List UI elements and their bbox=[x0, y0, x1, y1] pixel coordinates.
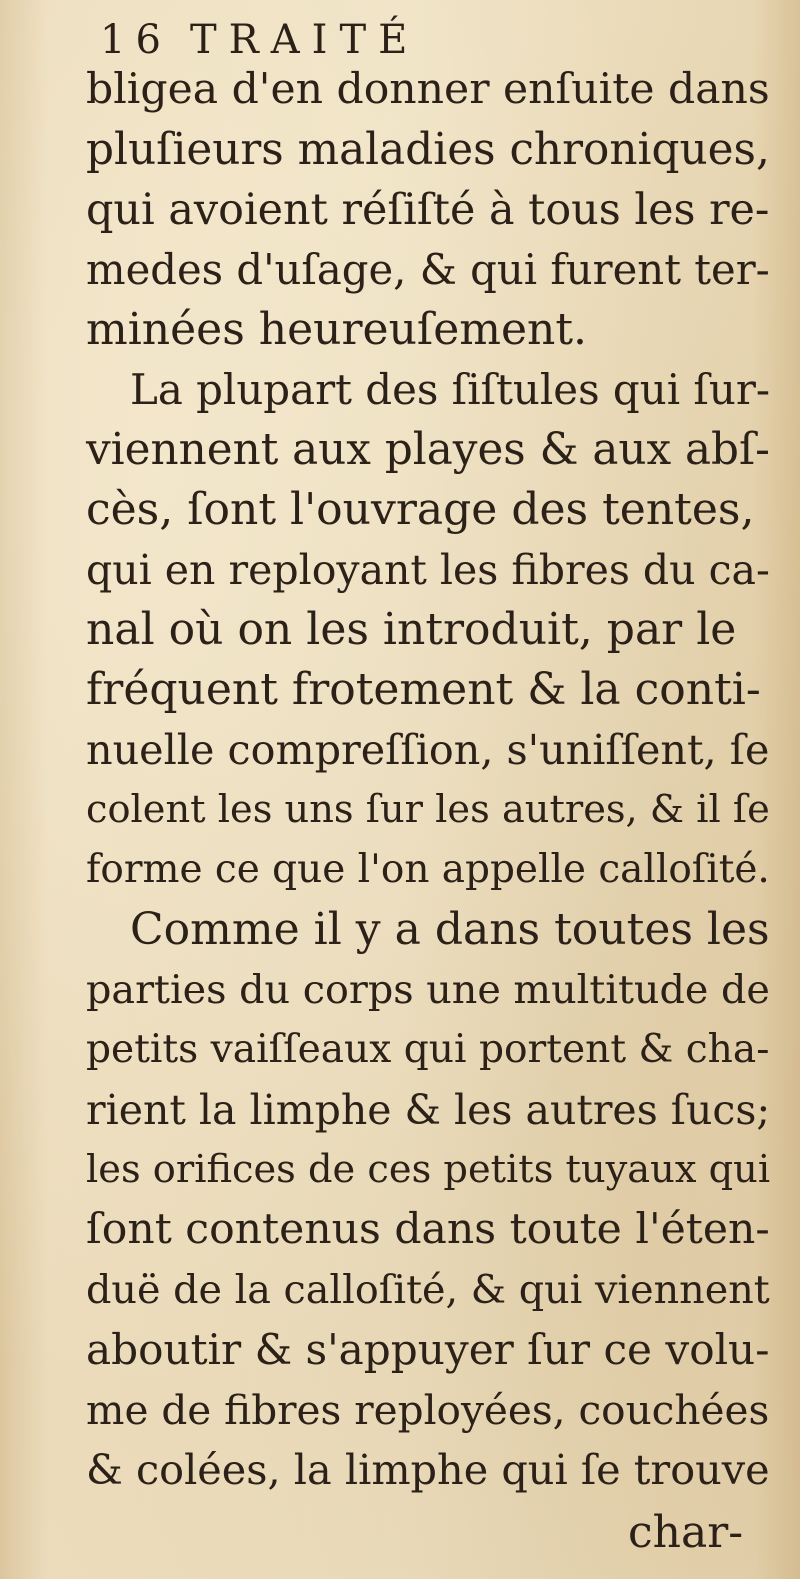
text-line: medes d'uſage, & qui furent ter- bbox=[86, 245, 770, 294]
text-line: aboutir & s'appuyer ſur ce volu- bbox=[86, 1325, 770, 1374]
page-number: 16 bbox=[100, 17, 171, 63]
text-line: parties du corps une multitude de bbox=[86, 967, 770, 1013]
text-line: viennent aux playes & aux abſ- bbox=[86, 424, 770, 475]
text-line: les orifices de ces petits tuyaux qui bbox=[86, 1147, 771, 1192]
text-line: forme ce que l'on appelle calloſité. bbox=[86, 847, 770, 892]
running-head bbox=[100, 10, 660, 70]
text-line: fréquent frotement & la conti- bbox=[86, 664, 761, 715]
text-line: La plupart des ſiſtules qui ſur- bbox=[130, 365, 771, 414]
text-line: pluſieurs maladies chroniques, bbox=[86, 124, 770, 175]
text-line: colent les uns ſur les autres, & il ſe bbox=[86, 787, 770, 832]
text-line: ſont contenus dans toute l'éten- bbox=[86, 1205, 770, 1254]
text-line: nal où on les introduit, par le bbox=[86, 604, 737, 655]
text-line: nuelle compreſſion, s'uniſſent, ſe bbox=[86, 726, 770, 774]
text-line: rient la limphe & les autres ſucs; bbox=[86, 1086, 771, 1134]
text-line: qui avoient réſiſté à tous les re- bbox=[86, 185, 770, 235]
text-line: petits vaiſſeaux qui portent & cha- bbox=[86, 1027, 770, 1072]
text-line: & colées, la limphe qui ſe trouve bbox=[86, 1446, 770, 1494]
running-title: TRAITÉ bbox=[190, 17, 420, 63]
catchword: char- bbox=[628, 1507, 744, 1558]
text-line: bligea d'en donner enſuite dans bbox=[86, 65, 770, 114]
text-line: minées heureuſement. bbox=[86, 304, 587, 355]
text-line: Comme il y a dans toutes les bbox=[130, 904, 770, 955]
text-line: me de fibres reployées, couchées bbox=[86, 1386, 770, 1434]
text-line: cès, ſont l'ouvrage des tentes, bbox=[86, 484, 755, 535]
text-line: qui en reployant les fibres du ca- bbox=[86, 546, 770, 594]
text-line: duë de la calloſité, & qui viennent bbox=[86, 1267, 770, 1313]
